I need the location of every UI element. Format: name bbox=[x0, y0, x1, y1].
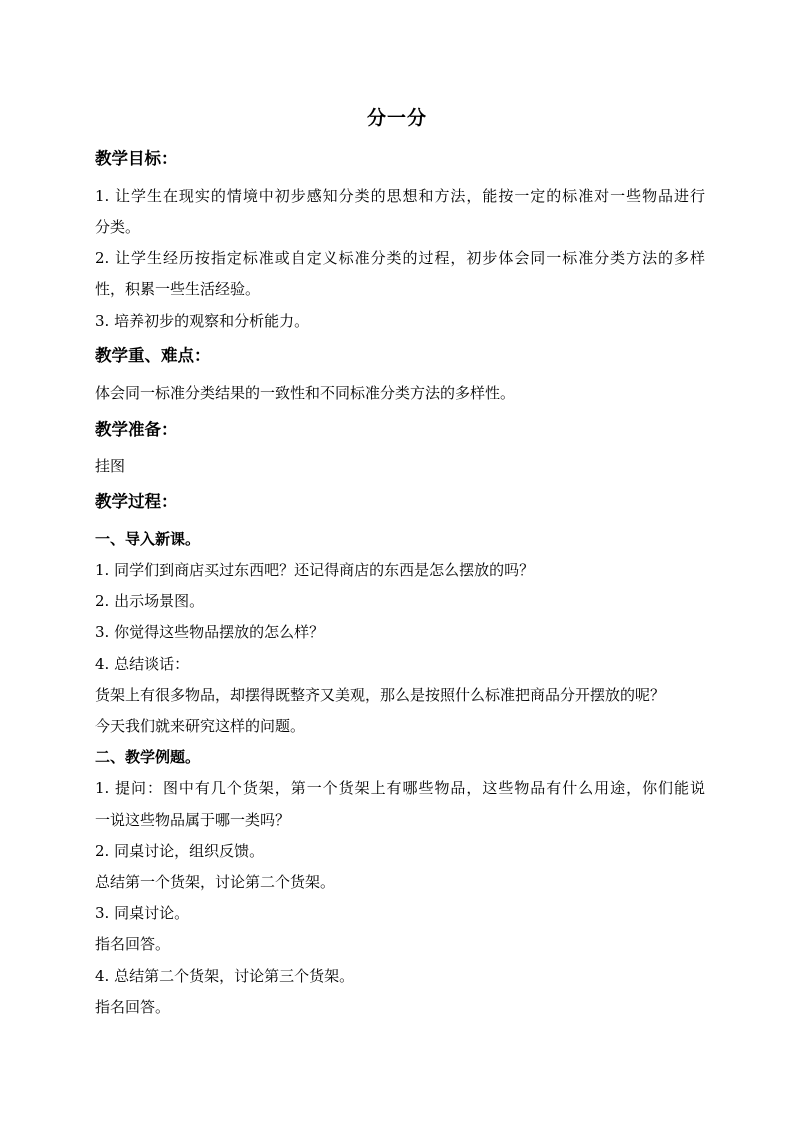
section-1-step-4: 4. 总结谈话： bbox=[95, 655, 190, 673]
heading-teaching-process: 教学过程： bbox=[95, 492, 178, 511]
section-2-step-1-line-2: 一说这些物品属于哪一类吗？ bbox=[95, 811, 291, 829]
section-2-heading: 二、教学例题。 bbox=[95, 748, 201, 766]
section-1-step-2: 2. 出示场景图。 bbox=[95, 592, 205, 610]
section-2-step-3: 3. 同桌讨论。 bbox=[95, 904, 190, 922]
goal-1-line-1: 1. 让学生在现实的情境中初步感知分类的思想和方法，能按一定的标准对一些物品进行 bbox=[95, 187, 705, 205]
section-1-heading: 一、导入新课。 bbox=[95, 530, 201, 548]
goal-1-line-2: 分类。 bbox=[95, 218, 141, 236]
goal-2-line-1: 2. 让学生经历按指定标准或自定义标准分类的过程，初步体会同一标准分类方法的多样 bbox=[95, 249, 705, 267]
section-2-step-2: 2. 同桌讨论，组织反馈。 bbox=[95, 842, 265, 860]
summary-line-1: 货架上有很多物品，却摆得既整齐又美观，那么是按照什么标准把商品分开摆放的呢？ bbox=[95, 686, 666, 704]
section-2-step-2-note: 总结第一个货架，讨论第二个货架。 bbox=[95, 873, 336, 891]
section-2-step-4-note: 指名回答。 bbox=[95, 998, 171, 1016]
goal-2-line-2: 性，积累一些生活经验。 bbox=[95, 280, 261, 298]
section-1-step-1: 1. 同学们到商店买过东西吧？还记得商店的东西是怎么摆放的吗？ bbox=[95, 561, 535, 579]
heading-key-points: 教学重、难点： bbox=[95, 346, 211, 365]
section-2-step-4: 4. 总结第二个货架，讨论第三个货架。 bbox=[95, 967, 355, 985]
goal-3: 3. 培养初步的观察和分析能力。 bbox=[95, 312, 310, 330]
section-2-step-3-note: 指名回答。 bbox=[95, 935, 171, 953]
preparation-text: 挂图 bbox=[95, 457, 126, 475]
document-title: 分一分 bbox=[366, 107, 427, 129]
section-2-step-1-line-1: 1. 提问：图中有几个货架，第一个货架上有哪些物品，这些物品有什么用途，你们能说 bbox=[95, 779, 705, 797]
heading-teaching-goals: 教学目标： bbox=[95, 149, 178, 168]
section-1-step-3: 3. 你觉得这些物品摆放的怎么样？ bbox=[95, 623, 325, 641]
key-points-text: 体会同一标准分类结果的一致性和不同标准分类方法的多样性。 bbox=[95, 384, 516, 402]
heading-preparation: 教学准备： bbox=[95, 420, 178, 439]
summary-line-2: 今天我们就来研究这样的问题。 bbox=[95, 717, 306, 735]
